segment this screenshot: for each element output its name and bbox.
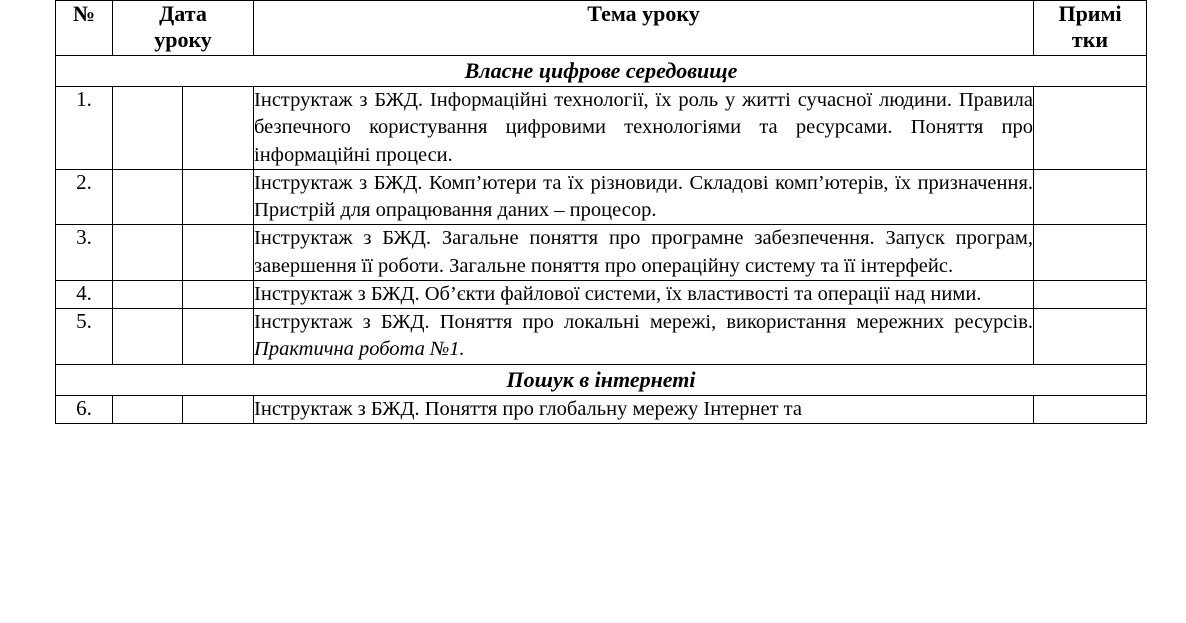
row-theme-plain: Інструктаж з БЖД. Поняття про глобальну мережу Інтернет та [254,397,802,420]
table-row [56,225,1147,281]
row-theme-italic: Практична робота №1. [254,338,465,361]
row-theme-text [254,309,1033,364]
row-date-cell-2[interactable] [183,87,254,170]
row-theme [254,280,1034,308]
table-row [56,87,1147,170]
table-row [56,169,1147,225]
row-theme-plain: Інструктаж з БЖД. Комп’ютери та їх різновиди. Складові комп’ютерів, їх призначення. Пристрій для опрацювання даних – процесор. [254,171,1034,221]
row-theme-text [254,281,1033,308]
column-header-notes [1034,1,1147,56]
row-notes[interactable] [1034,87,1147,170]
row-number: 5. [56,309,113,365]
row-theme [254,309,1034,365]
row-date-cell-1[interactable] [113,395,183,423]
lesson-plan-table [55,0,1147,424]
row-date-cell-2[interactable] [183,169,254,225]
row-date-cell-2[interactable] [183,395,254,423]
row-number: 3. [56,225,113,281]
row-theme-text [254,170,1033,225]
row-theme-plain: Інструктаж з БЖД. Інформаційні технології, їх роль у житті сучасної людини. Правила безпечного користування цифровими технологіями та ресурсами. Поняття про інформаційні процеси. [254,89,1034,166]
row-number: 4. [56,280,113,308]
column-header-notes-line2: тки [1071,26,1109,52]
row-theme-text [254,225,1033,280]
table-row [56,280,1147,308]
table-header-row [56,1,1147,56]
row-theme [254,169,1034,225]
row-date-cell-2[interactable] [183,225,254,281]
row-date-cell-1[interactable] [113,280,183,308]
column-header-date-line2: уроку [154,26,212,52]
row-date-cell-1[interactable] [113,225,183,281]
section-title: Власне цифрове середовище [56,56,1147,87]
row-theme-text [254,87,1033,169]
row-date-cell-1[interactable] [113,87,183,170]
row-notes[interactable] [1034,169,1147,225]
section-title: Пошук в інтернеті [56,364,1147,395]
lesson-plan-table-wrapper [55,0,1146,424]
row-notes[interactable] [1034,309,1147,365]
column-header-theme: Тема уроку [254,1,1034,56]
row-date-cell-2[interactable] [183,309,254,365]
row-date-cell-2[interactable] [183,280,254,308]
row-date-cell-1[interactable] [113,169,183,225]
row-number: 6. [56,395,113,423]
table-row [56,395,1147,423]
row-theme-plain: Інструктаж з БЖД. Загальне поняття про програмне забезпечення. Запуск програм, завершення її роботи. Загальне поняття про операційну систему та її інтерфейс. [254,227,1034,277]
row-notes[interactable] [1034,395,1147,423]
row-notes[interactable] [1034,225,1147,281]
row-number: 2. [56,169,113,225]
row-theme-plain: Інструктаж з БЖД. Поняття про локальні мережі, використання мережних ресурсів. [254,311,1034,333]
row-theme [254,87,1034,170]
row-theme-plain: Інструктаж з БЖД. Об’єкти файлової системи, їх властивості та операції над ними. [254,282,982,305]
column-header-number: № [56,1,113,56]
row-theme [254,225,1034,281]
row-theme [254,395,1034,423]
section-header-row [56,364,1147,395]
column-header-date [113,1,254,56]
row-number: 1. [56,87,113,170]
row-theme-text [254,396,1033,423]
section-header-row [56,56,1147,87]
column-header-notes-line1: Примі [1058,1,1122,26]
row-notes[interactable] [1034,280,1147,308]
table-row [56,309,1147,365]
row-date-cell-1[interactable] [113,309,183,365]
column-header-date-line1: Дата [159,1,207,26]
table-body [56,1,1147,424]
